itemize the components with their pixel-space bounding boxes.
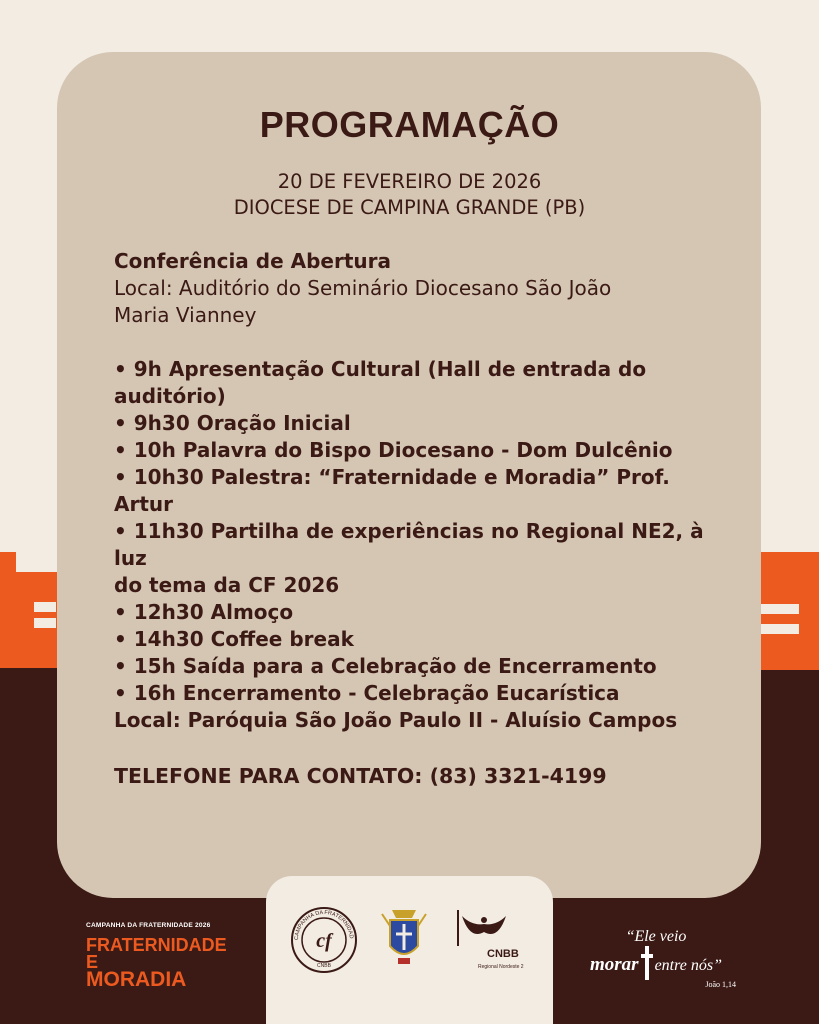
page-title: PROGRAMAÇÃO <box>259 104 560 145</box>
cnbb-region: Regional Nordeste 2 <box>478 964 524 970</box>
svg-text:cf: cf <box>316 930 332 952</box>
campaign-title: FRATERNIDADE E MORADIA <box>86 935 227 991</box>
program-content <box>114 248 734 790</box>
house-shape-right <box>759 552 819 670</box>
contact-phone: TELEFONE PARA CONTATO: (83) 3321-4199 <box>114 764 607 788</box>
conference-heading: Conferência de Abertura <box>114 249 391 273</box>
bible-quote <box>566 928 746 989</box>
schedule-line: • 16h Encerramento - Celebração Eucarística <box>114 681 620 705</box>
conference-location: Local: Auditório do Seminário Diocesano São João <box>114 276 612 300</box>
schedule-line: • 11h30 Partilha de experiências no Regional NE2, à luz <box>114 519 704 570</box>
campaign-logo <box>86 922 236 991</box>
diocese-coat-of-arms-icon <box>378 906 430 970</box>
conference-location-cont: Maria Vianney <box>114 303 257 327</box>
cnbb-dove-icon <box>452 906 516 950</box>
quote-word: morar <box>590 954 639 975</box>
schedule-line: • 10h Palavra do Bispo Diocesano - Dom Dulcênio <box>114 438 673 462</box>
schedule-line: do tema da CF 2026 <box>114 573 340 597</box>
event-diocese: DIOCESE DE CAMPINA GRANDE (PB) <box>233 196 586 219</box>
schedule-line: • 15h Saída para a Celebração de Encerramento <box>114 654 657 678</box>
schedule-line: • 12h30 Almoço <box>114 600 294 624</box>
svg-text:CAMPANHA DA FRATERNIDADE: CAMPANHA DA FRATERNIDAD <box>293 909 355 941</box>
schedule-line: • 14h30 Coffee break <box>114 627 354 651</box>
quote-line: “Ele veio <box>625 928 687 945</box>
schedule-line: Local: Paróquia São João Paulo II - Aluísio Campos <box>114 708 678 732</box>
campaign-small-text: CAMPANHA DA FRATERNIDADE 2026 <box>86 922 211 929</box>
svg-text:CNBB: CNBB <box>317 963 331 969</box>
cross-icon <box>641 946 653 980</box>
event-date: 20 DE FEVEREIRO DE 2026 <box>277 170 542 193</box>
quote-word: entre nós” <box>654 957 722 974</box>
schedule-line: • 10h30 Palestra: “Fraternidade e Moradia” Prof. Artur <box>114 465 670 516</box>
cf-seal-icon <box>290 906 358 974</box>
cnbb-name: CNBB <box>487 948 519 960</box>
schedule-line: • 9h Apresentação Cultural (Hall de entrada do <box>114 357 647 381</box>
quote-reference: João 1,14 <box>705 980 736 989</box>
house-shape-left <box>0 572 58 668</box>
schedule-line: • 9h30 Oração Inicial <box>114 411 351 435</box>
schedule-line: auditório) <box>114 384 226 408</box>
